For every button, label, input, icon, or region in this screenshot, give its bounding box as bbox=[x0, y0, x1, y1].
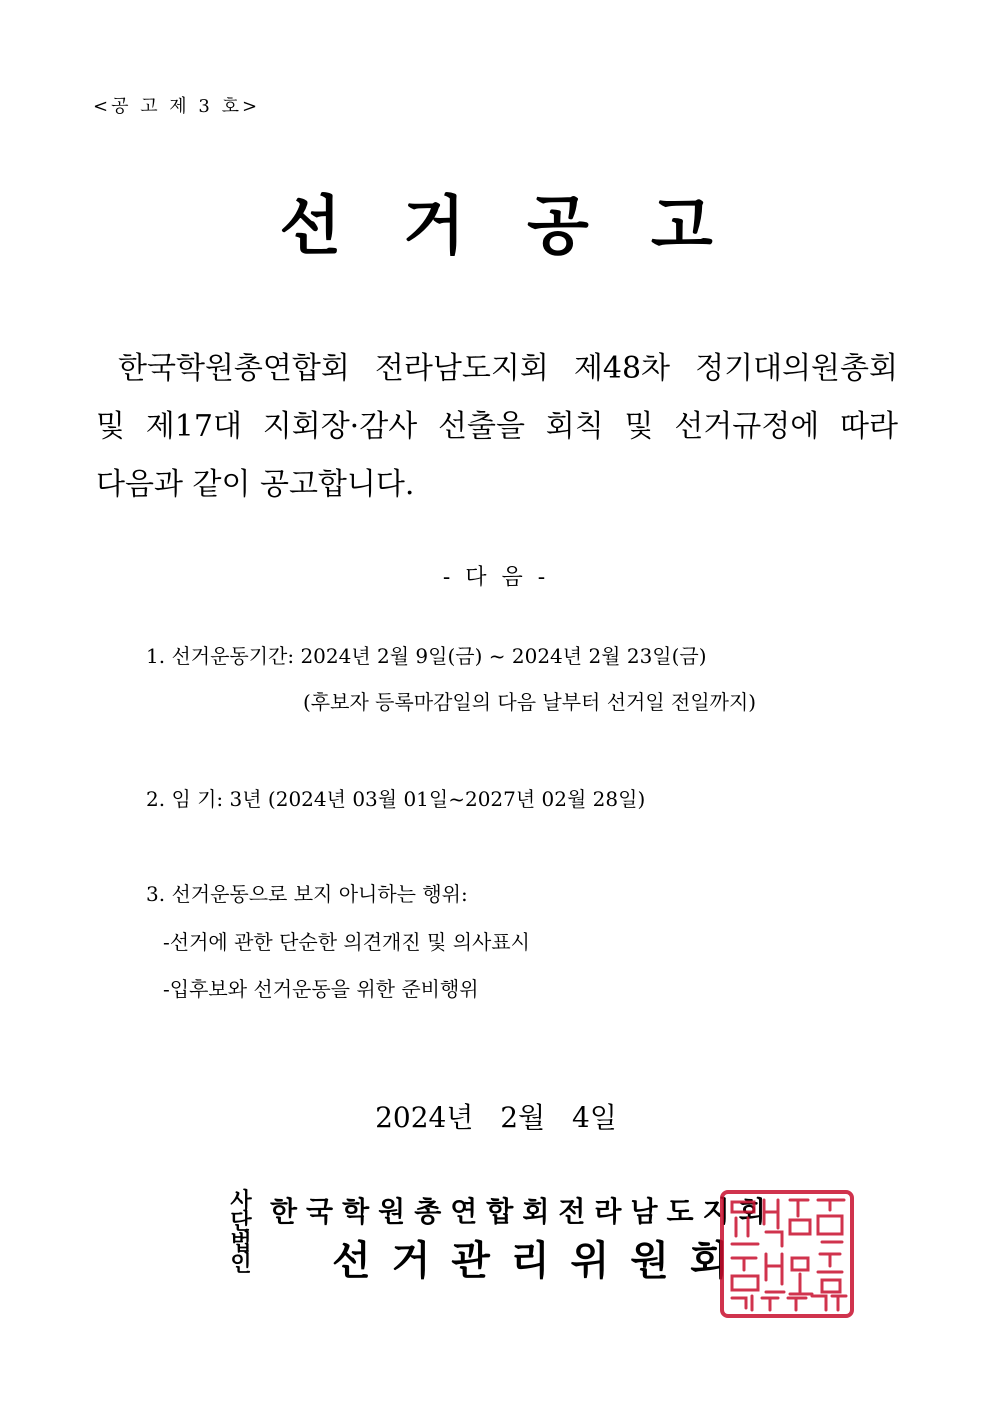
official-seal bbox=[718, 1188, 856, 1320]
item-campaign-period: 1. 선거운동기간: 2024년 2월 9일(금) ~ 2024년 2월 23일(금) bbox=[146, 644, 707, 668]
item-campaign-period-note: (후보자 등록마감일의 다음 날부터 선거일 전일까지) bbox=[303, 690, 757, 714]
organization-name: 한국학원총연합회전라남도지회 bbox=[270, 1195, 775, 1228]
committee-name: 선거관리위원회 bbox=[332, 1237, 750, 1284]
intro-line-3: 다음과 같이 공고합니다. bbox=[96, 467, 415, 502]
corporation-label: 사단법인 bbox=[230, 1188, 252, 1277]
notice-number: <공 고 제 3 호> bbox=[93, 96, 261, 117]
section-heading bbox=[0, 560, 992, 591]
intro-line-1: 한국학원총연합회 전라남도지회 제48차 정기대의원총회 bbox=[118, 351, 898, 386]
item-term: 2. 임 기: 3년 (2024년 03월 01일~2027년 02월 28일) bbox=[146, 787, 646, 811]
section-heading-text: - 다 음 - bbox=[442, 565, 550, 590]
notice-date: 2024년 2월 4일 bbox=[375, 1101, 617, 1134]
item-non-campaign-bullet-1: -선거에 관한 단순한 의견개진 및 의사표시 bbox=[163, 930, 530, 954]
item-non-campaign-bullet-2: -입후보와 선거운동을 위한 준비행위 bbox=[163, 977, 479, 1001]
page-title: 선거공고 bbox=[279, 189, 775, 264]
item-non-campaign-acts: 3. 선거운동으로 보지 아니하는 행위: bbox=[146, 882, 468, 906]
intro-line-2: 및 제17대 지회장·감사 선출을 회칙 및 선거규정에 따라 bbox=[96, 409, 898, 444]
intro-paragraph bbox=[96, 340, 898, 514]
